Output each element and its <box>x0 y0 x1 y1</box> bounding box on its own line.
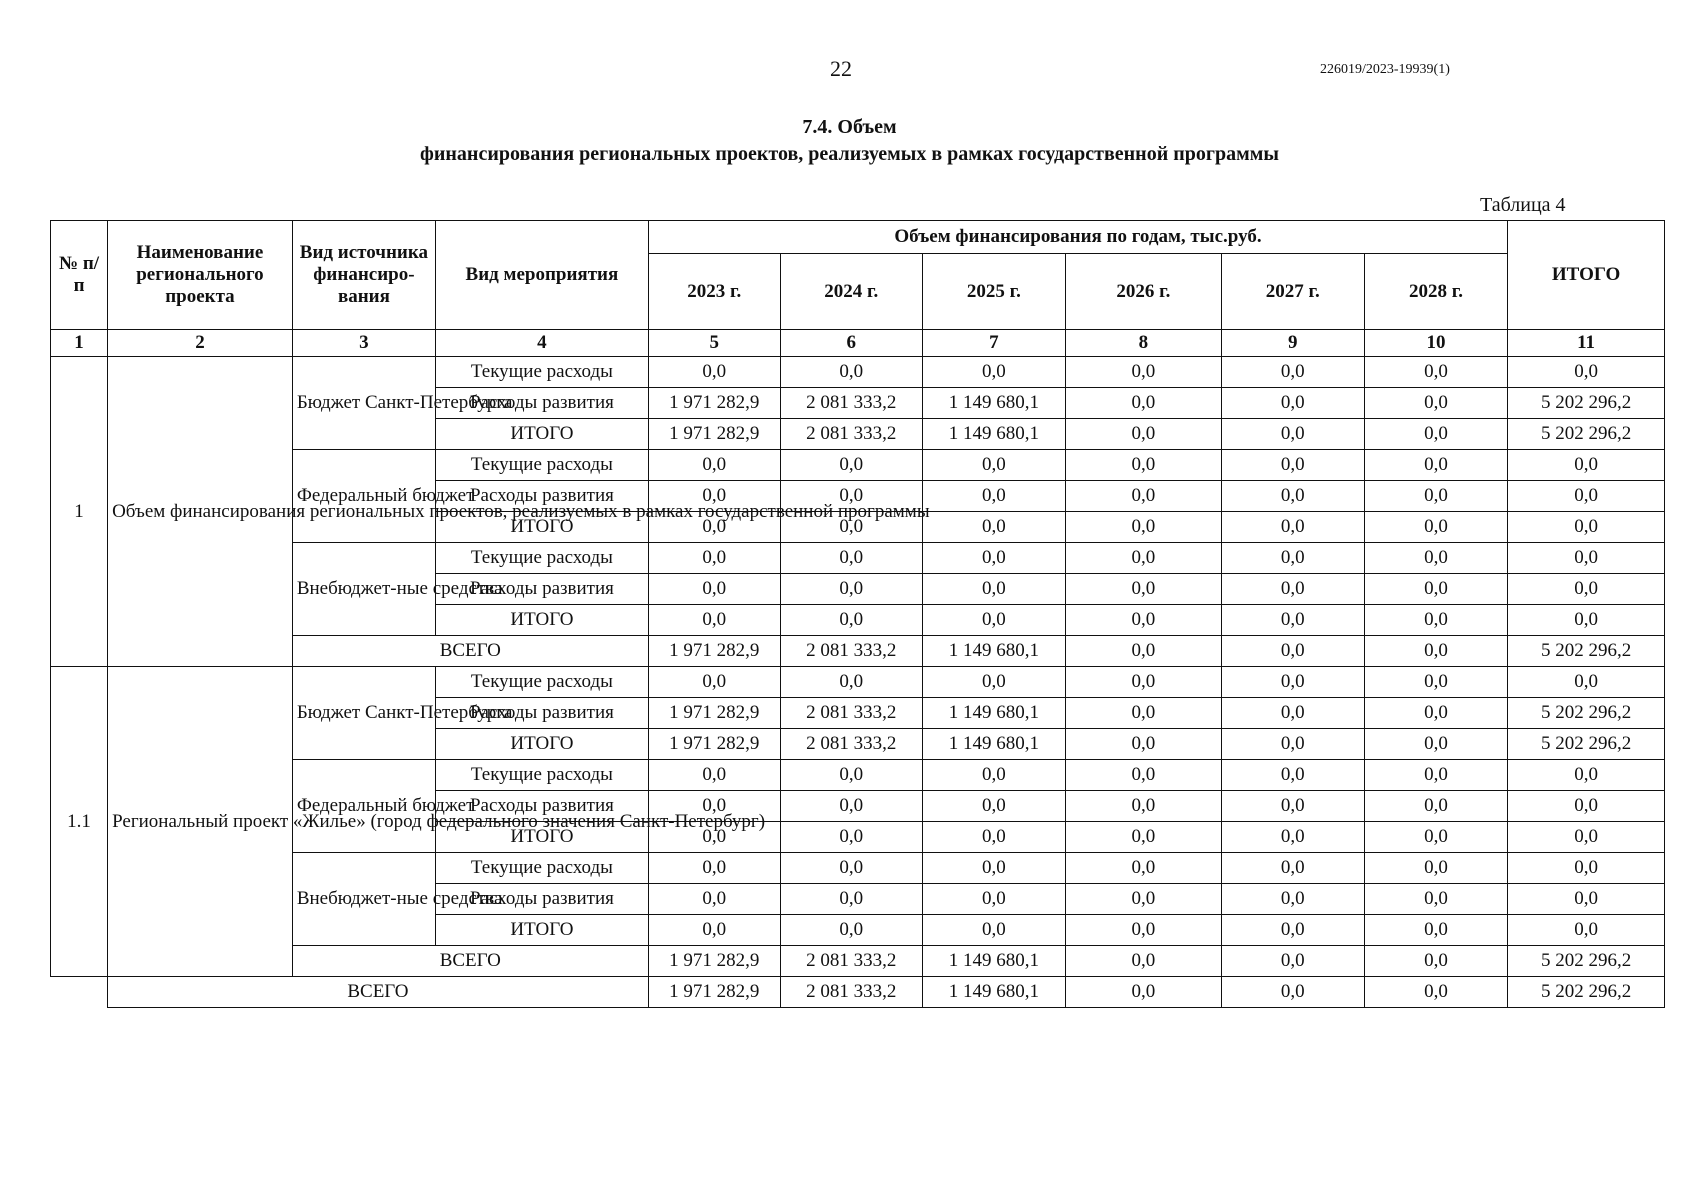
value-cell: 0,0 <box>1221 822 1364 853</box>
value-cell: 0,0 <box>1221 357 1364 388</box>
header-volume: Объем финансирования по годам, тыс.руб. <box>648 221 1507 254</box>
value-cell: 0,0 <box>780 605 922 636</box>
value-cell: 0,0 <box>1508 512 1665 543</box>
column-number: 1 <box>51 330 108 357</box>
value-cell: 0,0 <box>1066 357 1222 388</box>
value-cell: 0,0 <box>922 512 1065 543</box>
table-row <box>51 543 1665 574</box>
activity-type: Текущие расходы <box>436 853 649 884</box>
value-cell: 0,0 <box>1364 543 1507 574</box>
value-cell: 0,0 <box>922 481 1065 512</box>
value-cell: 0,0 <box>1364 977 1507 1008</box>
value-cell: 1 971 282,9 <box>648 419 780 450</box>
value-cell: 1 149 680,1 <box>922 946 1065 977</box>
value-cell: 0,0 <box>648 481 780 512</box>
value-cell: 0,0 <box>1221 884 1364 915</box>
value-cell: 0,0 <box>1066 636 1222 667</box>
funding-source: Бюджет Санкт-Петербурга <box>292 357 435 450</box>
grand-total-row <box>51 977 1665 1008</box>
value-cell: 0,0 <box>1364 605 1507 636</box>
value-cell: 0,0 <box>648 357 780 388</box>
value-cell: 0,0 <box>1221 512 1364 543</box>
value-cell: 0,0 <box>780 822 922 853</box>
table-label: Таблица 4 <box>1480 194 1566 216</box>
value-cell: 0,0 <box>922 605 1065 636</box>
value-cell: 0,0 <box>1364 853 1507 884</box>
document-id: 226019/2023-19939(1) <box>1320 62 1450 77</box>
table-row <box>51 357 1665 388</box>
activity-type: ИТОГО <box>436 915 649 946</box>
financing-table <box>50 220 1665 1008</box>
value-cell: 1 971 282,9 <box>648 946 780 977</box>
value-cell: 0,0 <box>1364 698 1507 729</box>
activity-type: ИТОГО <box>436 512 649 543</box>
column-number: 2 <box>108 330 293 357</box>
value-cell: 0,0 <box>922 853 1065 884</box>
column-number: 9 <box>1221 330 1364 357</box>
header-total: ИТОГО <box>1508 221 1665 330</box>
activity-type: Расходы развития <box>436 574 649 605</box>
column-number: 8 <box>1066 330 1222 357</box>
project-name: Региональный проект «Жилье» (город федерального значения Санкт-Петербург) <box>108 667 293 977</box>
value-cell: 0,0 <box>922 543 1065 574</box>
value-cell: 0,0 <box>1066 605 1222 636</box>
value-cell: 0,0 <box>648 605 780 636</box>
value-cell: 1 149 680,1 <box>922 419 1065 450</box>
value-cell: 0,0 <box>1364 419 1507 450</box>
value-cell: 2 081 333,2 <box>780 946 922 977</box>
value-cell: 0,0 <box>1066 977 1222 1008</box>
table-row <box>51 760 1665 791</box>
value-cell: 0,0 <box>648 853 780 884</box>
header-num: № п/п <box>51 221 108 330</box>
value-cell: 0,0 <box>1066 946 1222 977</box>
column-number: 7 <box>922 330 1065 357</box>
value-cell: 0,0 <box>1364 450 1507 481</box>
section-number: 1 <box>51 357 108 667</box>
value-cell: 0,0 <box>1508 853 1665 884</box>
value-cell: 0,0 <box>1364 791 1507 822</box>
activity-type: Расходы развития <box>436 791 649 822</box>
funding-source: Бюджет Санкт-Петербурга <box>292 667 435 760</box>
value-cell: 0,0 <box>648 512 780 543</box>
value-cell: 1 971 282,9 <box>648 636 780 667</box>
value-cell: 2 081 333,2 <box>780 388 922 419</box>
value-cell: 0,0 <box>1364 574 1507 605</box>
value-cell: 1 149 680,1 <box>922 729 1065 760</box>
value-cell: 0,0 <box>780 574 922 605</box>
value-cell: 0,0 <box>1221 946 1364 977</box>
value-cell: 0,0 <box>780 915 922 946</box>
activity-type: ИТОГО <box>436 822 649 853</box>
value-cell: 1 971 282,9 <box>648 388 780 419</box>
value-cell: 0,0 <box>1221 853 1364 884</box>
section-title: 7.4. Объем <box>802 116 897 138</box>
header-year: 2023 г. <box>648 254 780 330</box>
value-cell: 0,0 <box>1066 884 1222 915</box>
value-cell: 0,0 <box>1364 357 1507 388</box>
value-cell: 5 202 296,2 <box>1508 388 1665 419</box>
value-cell: 0,0 <box>648 574 780 605</box>
table-row <box>51 853 1665 884</box>
value-cell: 0,0 <box>1221 574 1364 605</box>
value-cell: 0,0 <box>1066 512 1222 543</box>
page-number: 22 <box>830 56 852 81</box>
value-cell: 0,0 <box>1221 915 1364 946</box>
value-cell: 5 202 296,2 <box>1508 977 1665 1008</box>
value-cell: 0,0 <box>922 450 1065 481</box>
value-cell: 0,0 <box>1221 760 1364 791</box>
value-cell: 0,0 <box>1508 481 1665 512</box>
value-cell: 0,0 <box>1066 915 1222 946</box>
header-year: 2027 г. <box>1221 254 1364 330</box>
value-cell: 0,0 <box>1364 388 1507 419</box>
value-cell: 0,0 <box>648 791 780 822</box>
value-cell: 0,0 <box>648 822 780 853</box>
value-cell: 0,0 <box>648 543 780 574</box>
value-cell: 0,0 <box>1364 884 1507 915</box>
table-row <box>51 450 1665 481</box>
value-cell: 0,0 <box>1221 605 1364 636</box>
value-cell: 0,0 <box>1221 977 1364 1008</box>
value-cell: 0,0 <box>780 481 922 512</box>
value-cell: 0,0 <box>1508 915 1665 946</box>
value-cell: 0,0 <box>1364 512 1507 543</box>
value-cell: 0,0 <box>1508 574 1665 605</box>
activity-type: ИТОГО <box>436 419 649 450</box>
value-cell: 0,0 <box>1066 791 1222 822</box>
value-cell: 1 149 680,1 <box>922 977 1065 1008</box>
value-cell: 2 081 333,2 <box>780 698 922 729</box>
value-cell: 0,0 <box>1364 481 1507 512</box>
value-cell: 5 202 296,2 <box>1508 636 1665 667</box>
value-cell: 0,0 <box>922 915 1065 946</box>
section-number: 1.1 <box>51 667 108 977</box>
section-total-label: ВСЕГО <box>292 636 648 667</box>
activity-type: Расходы развития <box>436 481 649 512</box>
header-project-name: Наименование регионального проекта <box>108 221 293 330</box>
value-cell: 2 081 333,2 <box>780 419 922 450</box>
value-cell: 0,0 <box>648 450 780 481</box>
value-cell: 0,0 <box>1221 636 1364 667</box>
value-cell: 0,0 <box>1066 667 1222 698</box>
value-cell: 0,0 <box>1508 667 1665 698</box>
value-cell: 0,0 <box>1508 760 1665 791</box>
value-cell: 0,0 <box>780 357 922 388</box>
value-cell: 0,0 <box>1221 450 1364 481</box>
activity-type: Текущие расходы <box>436 450 649 481</box>
value-cell: 0,0 <box>648 760 780 791</box>
value-cell: 1 971 282,9 <box>648 977 780 1008</box>
value-cell: 1 149 680,1 <box>922 698 1065 729</box>
value-cell: 0,0 <box>1066 729 1222 760</box>
value-cell: 0,0 <box>780 450 922 481</box>
value-cell: 0,0 <box>648 915 780 946</box>
funding-source: Внебюджет-ные средства <box>292 853 435 946</box>
value-cell: 1 971 282,9 <box>648 698 780 729</box>
value-cell: 0,0 <box>780 760 922 791</box>
value-cell: 0,0 <box>1508 543 1665 574</box>
value-cell: 0,0 <box>1066 698 1222 729</box>
value-cell: 0,0 <box>1221 543 1364 574</box>
value-cell: 0,0 <box>1221 791 1364 822</box>
grand-total-label: ВСЕГО <box>108 977 649 1008</box>
column-number: 5 <box>648 330 780 357</box>
value-cell: 0,0 <box>1508 791 1665 822</box>
value-cell: 0,0 <box>922 791 1065 822</box>
value-cell: 0,0 <box>922 760 1065 791</box>
activity-type: Расходы развития <box>436 388 649 419</box>
section-total-row <box>51 946 1665 977</box>
value-cell: 0,0 <box>1364 915 1507 946</box>
column-number: 10 <box>1364 330 1507 357</box>
value-cell: 0,0 <box>922 884 1065 915</box>
section-subtitle: финансирования региональных проектов, реализуемых в рамках государственной программы <box>420 143 1279 165</box>
value-cell: 0,0 <box>1066 760 1222 791</box>
value-cell: 0,0 <box>1221 388 1364 419</box>
value-cell: 0,0 <box>1508 605 1665 636</box>
header-year: 2028 г. <box>1364 254 1507 330</box>
value-cell: 0,0 <box>1066 822 1222 853</box>
value-cell: 0,0 <box>780 791 922 822</box>
project-name: Объем финансирования региональных проектов, реализуемых в рамках государственной программы <box>108 357 293 667</box>
value-cell: 0,0 <box>1364 636 1507 667</box>
activity-type: ИТОГО <box>436 729 649 760</box>
value-cell: 1 149 680,1 <box>922 636 1065 667</box>
funding-source: Федеральный бюджет <box>292 450 435 543</box>
value-cell: 0,0 <box>1221 729 1364 760</box>
value-cell: 0,0 <box>1508 357 1665 388</box>
column-number: 6 <box>780 330 922 357</box>
value-cell: 0,0 <box>1221 419 1364 450</box>
value-cell: 0,0 <box>1221 481 1364 512</box>
value-cell: 0,0 <box>780 667 922 698</box>
activity-type: Текущие расходы <box>436 543 649 574</box>
value-cell: 2 081 333,2 <box>780 729 922 760</box>
value-cell: 0,0 <box>648 667 780 698</box>
activity-type: Текущие расходы <box>436 667 649 698</box>
value-cell: 0,0 <box>780 543 922 574</box>
value-cell: 0,0 <box>1066 450 1222 481</box>
funding-source: Федеральный бюджет <box>292 760 435 853</box>
value-cell: 0,0 <box>1364 946 1507 977</box>
section-total-row <box>51 636 1665 667</box>
column-number: 4 <box>436 330 649 357</box>
value-cell: 0,0 <box>1364 822 1507 853</box>
value-cell: 5 202 296,2 <box>1508 729 1665 760</box>
section-total-label: ВСЕГО <box>292 946 648 977</box>
value-cell: 0,0 <box>780 512 922 543</box>
value-cell: 0,0 <box>922 574 1065 605</box>
value-cell: 0,0 <box>1508 450 1665 481</box>
column-number: 11 <box>1508 330 1665 357</box>
header-source: Вид источника финансиро- вания <box>292 221 435 330</box>
value-cell: 0,0 <box>1066 481 1222 512</box>
header-year: 2024 г. <box>780 254 922 330</box>
header-year: 2026 г. <box>1066 254 1222 330</box>
value-cell: 0,0 <box>1364 760 1507 791</box>
value-cell: 0,0 <box>922 667 1065 698</box>
value-cell: 0,0 <box>922 822 1065 853</box>
value-cell: 0,0 <box>1221 667 1364 698</box>
activity-type: Текущие расходы <box>436 357 649 388</box>
value-cell: 0,0 <box>1066 853 1222 884</box>
value-cell: 0,0 <box>1066 388 1222 419</box>
value-cell: 0,0 <box>1066 543 1222 574</box>
value-cell: 2 081 333,2 <box>780 977 922 1008</box>
header-activity: Вид мероприятия <box>436 221 649 330</box>
activity-type: Расходы развития <box>436 698 649 729</box>
value-cell: 0,0 <box>1221 698 1364 729</box>
value-cell: 1 971 282,9 <box>648 729 780 760</box>
activity-type: Расходы развития <box>436 884 649 915</box>
value-cell: 2 081 333,2 <box>780 636 922 667</box>
value-cell: 0,0 <box>1066 574 1222 605</box>
value-cell: 0,0 <box>1508 822 1665 853</box>
activity-type: ИТОГО <box>436 605 649 636</box>
activity-type: Текущие расходы <box>436 760 649 791</box>
value-cell: 0,0 <box>648 884 780 915</box>
value-cell: 5 202 296,2 <box>1508 419 1665 450</box>
value-cell: 5 202 296,2 <box>1508 698 1665 729</box>
value-cell: 1 149 680,1 <box>922 388 1065 419</box>
value-cell: 0,0 <box>1508 884 1665 915</box>
value-cell: 0,0 <box>1364 729 1507 760</box>
value-cell: 0,0 <box>780 853 922 884</box>
value-cell: 0,0 <box>780 884 922 915</box>
value-cell: 0,0 <box>1364 667 1507 698</box>
table-row <box>51 667 1665 698</box>
header-year: 2025 г. <box>922 254 1065 330</box>
column-number: 3 <box>292 330 435 357</box>
value-cell: 0,0 <box>1066 419 1222 450</box>
funding-source: Внебюджет-ные средства <box>292 543 435 636</box>
value-cell: 0,0 <box>922 357 1065 388</box>
value-cell: 5 202 296,2 <box>1508 946 1665 977</box>
